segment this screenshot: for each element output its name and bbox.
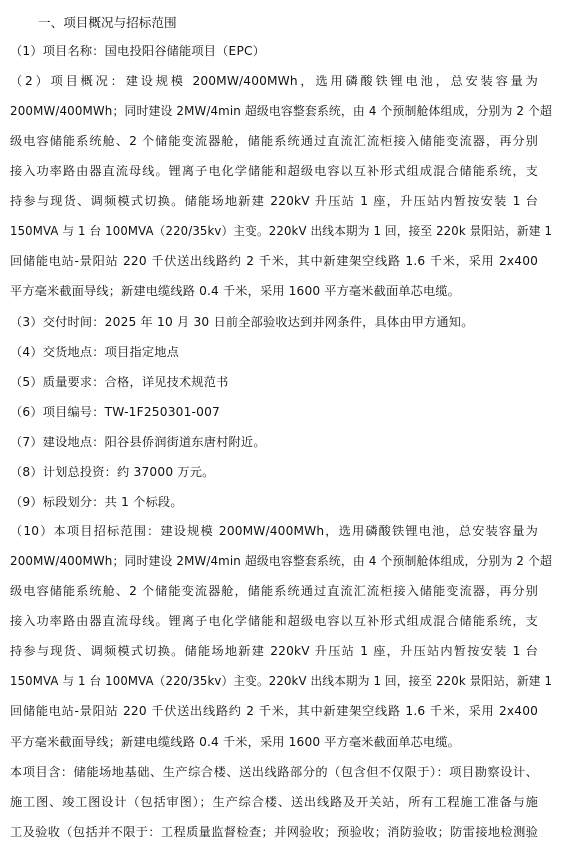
item-delivery-time: （3）交付时间：2025 年 10 月 30 日前全部验收达到并网条件，具体由甲方通知。 bbox=[10, 315, 474, 329]
overview-line: 150MVA 与 1 台 100MVA（220/35kv）主变。220kV 出线本期为 1 回，接至 220k 景阳站，新建 1 bbox=[10, 224, 553, 238]
scope-line: 150MVA 与 1 台 100MVA（220/35kv）主变。220kV 出线本期为 1 回，接至 220k 景阳站，新建 1 bbox=[10, 674, 553, 688]
overview-line: 持参与现货、调频模式切换。储能场地新建 220kV 升压站 1 座，升压站内暂按安装 1 台 bbox=[10, 194, 538, 208]
scope-line: 回储能电站-景阳站 220 千伏送出线路约 2 千米，其中新建架空线路 1.6 千米，采用 2x400 bbox=[10, 704, 538, 718]
overview-line: 200MW/400MWh；同时建设 2MW/4min 超级电容整套系统，由 4 个预制舱体组成，分别为 2 个超 bbox=[10, 104, 553, 118]
scope-line: 持参与现货、调频模式切换。储能场地新建 220kV 升压站 1 座，升压站内暂按安装 1 台 bbox=[10, 644, 538, 658]
item-investment: （8）计划总投资：约 37000 万元。 bbox=[10, 465, 215, 479]
overview-line: 平方毫米截面导线；新建电缆线路 0.4 千米，采用 1600 平方毫米截面单芯电缆。 bbox=[10, 284, 461, 298]
scope-line: 平方毫米截面导线；新建电缆线路 0.4 千米，采用 1600 平方毫米截面单芯电缆。 bbox=[10, 735, 461, 749]
overview-line: 级电容储能系统舱、2 个储能变流器舱，储能系统通过直流汇流柜接入储能变流器，再分别 bbox=[10, 134, 538, 148]
item-project-number: （6）项目编号：TW-1F250301-007 bbox=[10, 405, 221, 419]
item-delivery-place: （4）交货地点：项目指定地点 bbox=[10, 345, 179, 359]
scope-line: 200MW/400MWh；同时建设 2MW/4min 超级电容整套系统，由 4 个预制舱体组成，分别为 2 个超 bbox=[10, 554, 553, 568]
section-heading: 一、项目概况与招标范围 bbox=[38, 15, 177, 30]
scope-line: 级电容储能系统舱、2 个储能变流器舱，储能系统通过直流汇流柜接入储能变流器，再分别 bbox=[10, 584, 538, 598]
item-quality: （5）质量要求：合格，详见技术规范书 bbox=[10, 375, 229, 389]
item-project-name: （1）项目名称：国电投阳谷储能项目（EPC） bbox=[10, 44, 266, 58]
item-sections: （9）标段划分：共 1 个标段。 bbox=[10, 495, 183, 509]
contents-line: 本项目含：储能场地基础、生产综合楼、送出线路部分的（包含但不仅限于）：项目勘察设计、 bbox=[10, 765, 538, 779]
contents-line: 施工图、竣工图设计（包括审图）；生产综合楼、送出线路及开关站，所有工程施工准备与施 bbox=[10, 795, 538, 809]
scope-line: 接入功率路由器直流母线。锂离子电化学储能和超级电容以互补形式组成混合储能系统，支 bbox=[10, 614, 538, 628]
overview-line: 回储能电站-景阳站 220 千伏送出线路约 2 千米，其中新建架空线路 1.6 千米，采用 2x400 bbox=[10, 254, 538, 268]
contents-line: 工及验收（包括并不限于：工程质量监督检查；并网验收；预验收；消防验收；防雷接地检测验 bbox=[10, 825, 538, 839]
item-location: （7）建设地点：阳谷县侨润街道东唐村附近。 bbox=[10, 435, 266, 449]
overview-line: （2）项目概况：建设规模 200MW/400MWh，选用磷酸铁锂电池，总安装容量为 bbox=[10, 74, 538, 88]
overview-line: 接入功率路由器直流母线。锂离子电化学储能和超级电容以互补形式组成混合储能系统，支 bbox=[10, 164, 538, 178]
scope-line: （10）本项目招标范围：建设规模 200MW/400MWh，选用磷酸铁锂电池，总安装容量为 bbox=[10, 524, 538, 538]
